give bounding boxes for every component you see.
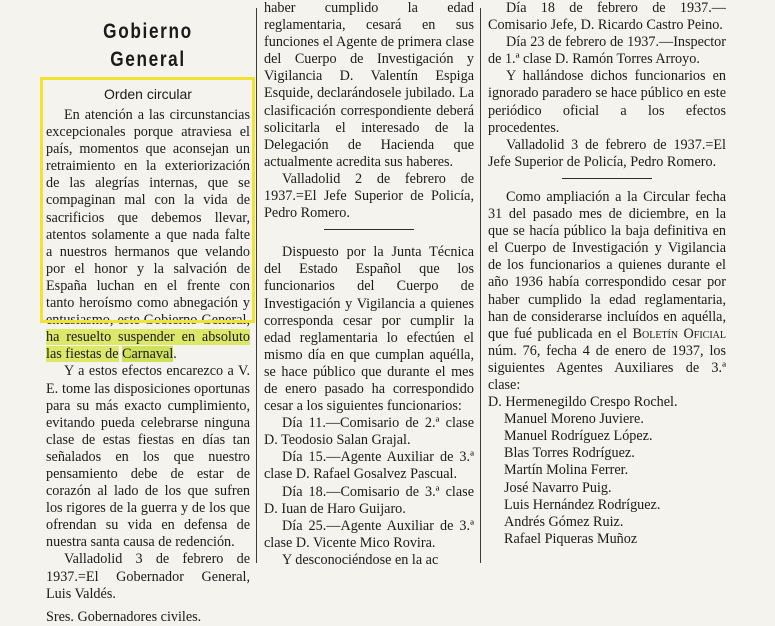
notice-item-2: Día 15.—Agente Auxiliar de 3.ª clase D. Rafael Gosalvez Pascual. — [264, 449, 474, 483]
highlighted-phrase: ha resuelto suspender en absoluto las fiestas de — [46, 329, 250, 363]
name-list-item: José Navarro Puig. — [504, 479, 612, 496]
name-list-item: Rafael Piqueras Muñoz — [504, 530, 638, 547]
notice-item-3: Día 18.—Comisario de 3.ª clase D. Iuan de Haro Guijaro. — [264, 483, 474, 517]
section-title: Gobierno General — [103, 20, 193, 71]
circular-recipients: Sres. Gobernadores civiles. — [46, 608, 202, 625]
column-2 — [264, 0, 474, 569]
notice-item-4: Día 25.—Agente Auxiliar de 3.ª clase D. Vicente Mico Rovira. — [264, 517, 474, 551]
section-subtitle: Orden circular — [104, 86, 192, 102]
notice-item-5: Día 18 de febrero de 1937.—Comisario Jefe, D. Ricardo Castro Peino. — [488, 0, 726, 34]
circular-paragraph-1: En atención a las circunstancias excepcionales porque atraviesa el país, momentos que aconsejan un retraimiento en la exteriorización de las alegrías internas, que se compaginan mal con la vida de sacrificios que debemos llevar, atentos solamente a que nada falte a nuestros hermanos que velando por el honor y la salvación de España luchan en el frente con tanto heroísmo como abnegación y entusiasmo, este Gobierno General, ha resuelto suspender en absoluto las fiestas de Carnaval. — [46, 107, 250, 363]
name-list-item: Blas Torres Rodríguez. — [504, 445, 635, 462]
column-divider-1 — [256, 8, 257, 563]
separator-rule-2 — [562, 178, 652, 179]
column-1 — [46, 0, 250, 626]
notice-signature-1: Valladolid 2 de febrero de 1937.=El Jefe Superior de Policía, Pedro Romero. — [264, 170, 474, 222]
notice-paragraph-5: Como ampliación a la Circular fecha 31 del pasado mes de diciembre, en la que se hacía público la baja definitiva en el Cuerpo de Investigación y Vigilancia de los funcionarios a quienes durante el año 1936 había correspondido cesar por haber cumplido la edad reglamentaria, han de considerarse incluídos en aquélla, que fué publicada en el Boletín Oficial núm. 76, fecha 4 de enero de 1937, los siguientes Agentes Auxiliares de 3.ª clase: — [488, 188, 727, 393]
name-list-item: Martín Molina Ferrer. — [504, 462, 629, 479]
circular-signature: Valladolid 3 de febrero de 1937.=El Gobernador General, Luis Valdés. — [46, 551, 250, 602]
title-rule — [73, 78, 223, 79]
name-list-item: Luis Hernández Rodríguez. — [504, 496, 661, 513]
notice-item-6: Día 23 de febrero de 1937.—Inspector de 1.ª clase D. Ramón Torres Arroyo. — [488, 34, 726, 68]
notice-item-1: Día 11.—Comisario de 2.ª clase D. Teodosio Salan Grajal. — [264, 415, 474, 449]
notice-paragraph-3: Y desconociéndose en la ac — [282, 551, 439, 568]
notice-paragraph-1: haber cumplido la edad reglamentaria, cesará en sus funciones el Agente de primera clase del Cuerpo de Investigación y Vigilancia D. Valentín Espiga Esquide, declarándosele jubilado. La clasificación correspondiente deberá solicitarla el interesado de la Delegación de Hacienda que actualmente acredita sus haberes. — [264, 0, 474, 170]
circular-paragraph-2: Y a estos efectos encarezco a V. E. tome las disposiciones oportunas para su más exacto cumplimiento, evitando pueda celebrarse ninguna clase de estas fiestas en días tan señalados en los que nuestro pensamiento debe de estar de corazón al lado de los que sufren los rigores de la guerra y de los que ofrendan su vida en defensa de nuestra santa causa de redención. — [46, 363, 250, 551]
notice-paragraph-2: Dispuesto por la Junta Técnica del Estado Español que los funcionarios del Cuerpo de Investigación y Vigilancia a quienes corresponda cesar por cumplir la edad reglamentaria lo efectúen el mismo día en que cumplan aquélla, se hace público que durante el mes de enero pasado ha correspondido cesar a los siguientes funcionarios: — [264, 244, 474, 415]
notice-signature-2: Valladolid 3 de febrero de 1937.=El Jefe Superior de Policía, Pedro Romero. — [488, 136, 726, 170]
name-list-item: Manuel Moreno Juviere. — [504, 411, 644, 428]
column-3 — [488, 0, 726, 548]
highlighted-word: Carnaval — [122, 346, 174, 363]
notice-paragraph-4: Y hallándose dichos funcionarios en ignorado paradero se hace público en este periódico oficial a los efectos procedentes. — [488, 68, 726, 136]
name-list-item: Manuel Rodríguez López. — [504, 428, 653, 445]
name-list-item: D. Hermenegildo Crespo Rochel. — [488, 394, 678, 411]
separator-rule — [324, 229, 414, 230]
boletin-name: Boletín Oficial — [632, 325, 727, 342]
name-list-item: Andrés Gómez Ruiz. — [504, 513, 624, 530]
column-divider-2 — [480, 8, 481, 563]
names-list — [488, 394, 726, 548]
